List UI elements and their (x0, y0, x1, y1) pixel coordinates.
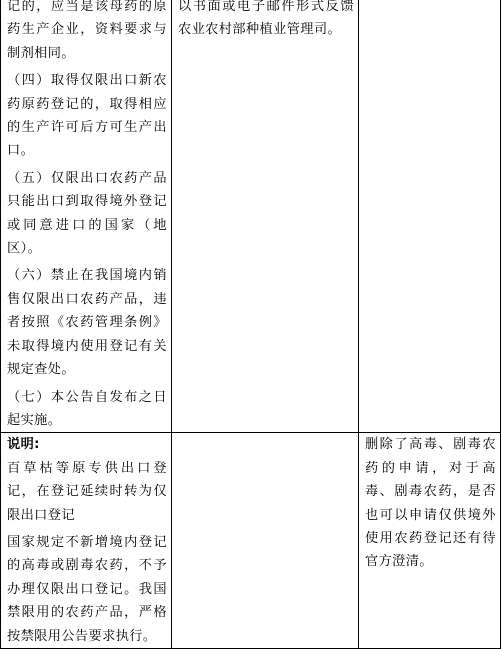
note-paragraph: 国家规定不新增境内登记的高毒或剧毒农药，不予办理仅限出口登记。我国禁限用的农药产品，严格按禁限用公告要求执行。 (7, 534, 167, 644)
note-paragraph: 百草枯等原专供出口登记，在登记延续时转为仅限出口登记 (7, 460, 167, 523)
table-row (1, 433, 501, 649)
provision-paragraph: （六）禁止在我国境内销售仅限出口农药产品，违者按照《农药管理条例》未取得境内使用登记有关规定查处。 (7, 268, 167, 378)
table-cell-comment (359, 433, 501, 649)
table-cell-empty (172, 433, 359, 649)
provision-paragraph: （五）仅限出口农药产品只能出口到取得境外登记或同意进口的国家（地区）。 (7, 170, 167, 257)
provision-paragraph: 记的，应当是该母药的原药生产企业，资料要求与制剂相同。 (7, 0, 167, 61)
feedback-text: 以书面或电子邮件形式反馈农业农村部种植业管理司。 (178, 0, 354, 38)
table-cell-notes (1, 433, 172, 649)
comment-text: 删除了高毒、剧毒农药的申请，对于高毒、剧毒农药，是否也可以申请仅供境外使用农药登记还有待官方澄清。 (365, 437, 496, 570)
provision-paragraph: （七）本公告自发布之日起实施。 (7, 389, 167, 428)
notes-label: 说明: (7, 437, 40, 453)
table-row (1, 0, 501, 433)
table-cell-comment (359, 0, 501, 433)
provision-paragraph: （四）取得仅限出口新农药原药登记的，取得相应的生产许可后方可生产出口。 (7, 73, 167, 159)
table-cell-provisions (1, 0, 172, 433)
table-cell-feedback (172, 0, 359, 433)
